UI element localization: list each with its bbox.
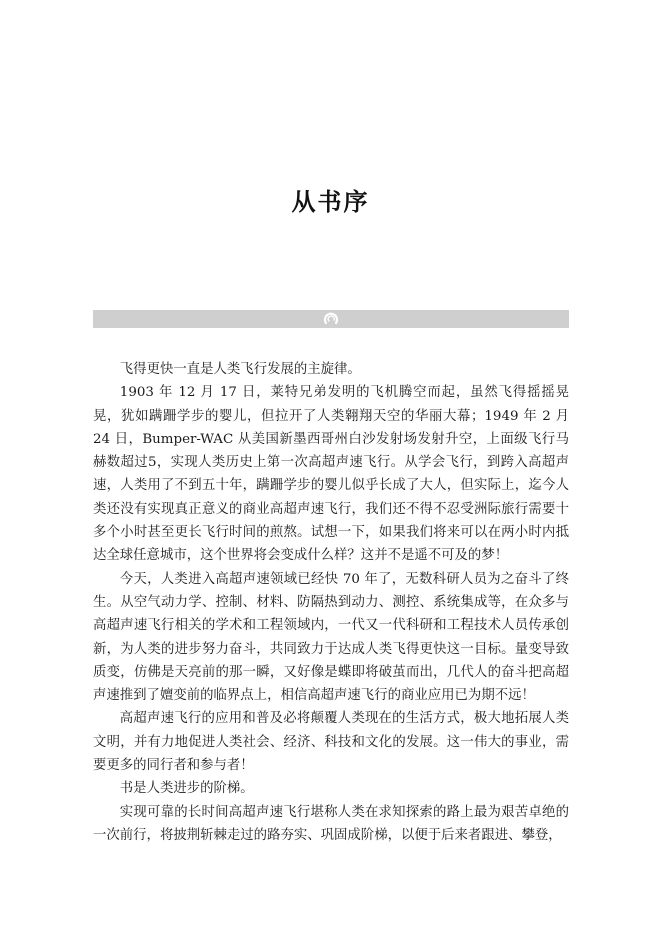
- paragraph: 飞得更快一直是人类飞行发展的主旋律。: [119, 362, 361, 377]
- paragraph: 1903 年 12 月 17 日，莱特兄弟发明的飞机腾空而起，虽然飞得摇摇晃晃，犹如蹒跚学步的婴儿，但拉开了人类翱翔天空的华丽大幕；1949 年 2 月 24 日，Bumper-WAC 从美国新墨西哥州白沙发射场发射升空，上面级飞行马赫数超过5，实现人类历史上第一次高超声速飞行。从学会飞行，到跨入高超声速，人类用了不到五十年，蹒跚学步的婴儿似乎长成了大人，但实际上，迄今人类还没有实现真正意义的商业高超声速飞行，我们还不得不忍受洲际旅行需要十多个小时甚至更长飞行时间的煎熬。试想一下，如果我们将来可以在两小时内抵达全球任意城市，这个世界将会变成什么样？这并不是遥不可及的梦！: [93, 385, 569, 564]
- paragraph: 今天，人类进入高超声速领域已经快 70 年了，无数科研人员为之奋斗了终生。从空气动力学、控制、材料、防隔热到动力、测控、系统集成等，在众多与高超声速飞行相关的学术和工程领域内，一代又一代科研和工程技术人员传承创新，为人类的进步努力奋斗，共同致力于达成人类飞得更快这一目标。量变导致质变，仿佛是天亮前的那一瞬，又好像是蝶即将破茧而出，几代人的奋斗把高超声速推到了嬗变前的临界点上，相信高超声速飞行的商业应用已为期不远！: [93, 571, 569, 704]
- paragraph: 书是人类进步的阶梯。: [119, 781, 254, 797]
- page-title: 从书序: [291, 188, 370, 216]
- paragraph: 实现可靠的长时间高超声速飞行堪称人类在求知探索的路上最为艰苦卓绝的一次前行，将披荆斩棘走过的路夯实、巩固成阶梯，以便于后来者跟进、攀登，: [93, 804, 569, 843]
- swirl-ornament-icon: [322, 311, 340, 327]
- preface-body: [93, 358, 569, 847]
- paragraph: 高超声速飞行的应用和普及必将颠覆人类现在的生活方式，极大地拓展人类文明，并有力地促进人类社会、经济、科技和文化的发展。这一伟大的事业，需要更多的同行者和参与者！: [93, 711, 569, 774]
- section-divider-bar: [93, 310, 569, 328]
